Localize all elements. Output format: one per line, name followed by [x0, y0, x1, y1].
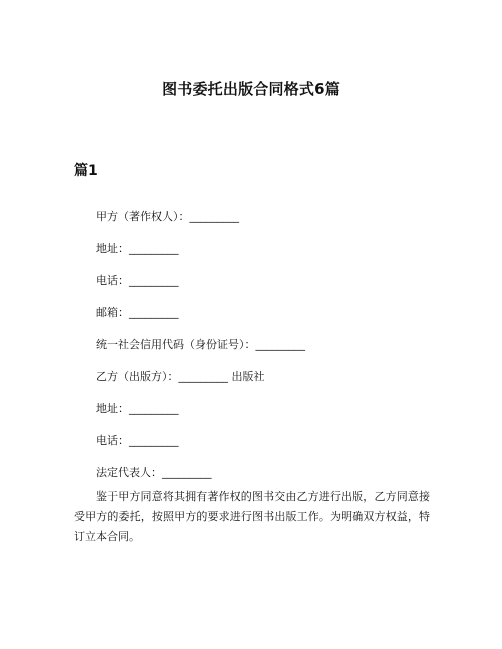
- legal-representative-line: 法定代表人：_________: [96, 466, 212, 479]
- party-b-phone-line: 电话：_________: [96, 434, 179, 447]
- party-a-phone-line: 电话：_________: [96, 274, 179, 287]
- party-b-line: 乙方（出版方）：_________ 出版社: [96, 370, 265, 383]
- document-title: 图书委托出版合同格式6篇: [162, 80, 340, 98]
- party-a-line: 甲方（著作权人）：_________: [96, 210, 239, 223]
- section-heading: 篇1: [74, 163, 98, 179]
- preamble-paragraph: 鉴于甲方同意将其拥有著作权的图书交由乙方进行出版，乙方同意接受甲方的委托，按照甲方的要求进行图书出版工作。为明确双方权益，特订立本合同。: [74, 490, 430, 543]
- credit-code-line: 统一社会信用代码（身份证号）：_________: [96, 338, 305, 351]
- party-a-address-line: 地址：_________: [96, 242, 179, 255]
- party-a-email-line: 邮箱：_________: [96, 306, 179, 319]
- party-b-address-line: 地址：_________: [96, 402, 179, 415]
